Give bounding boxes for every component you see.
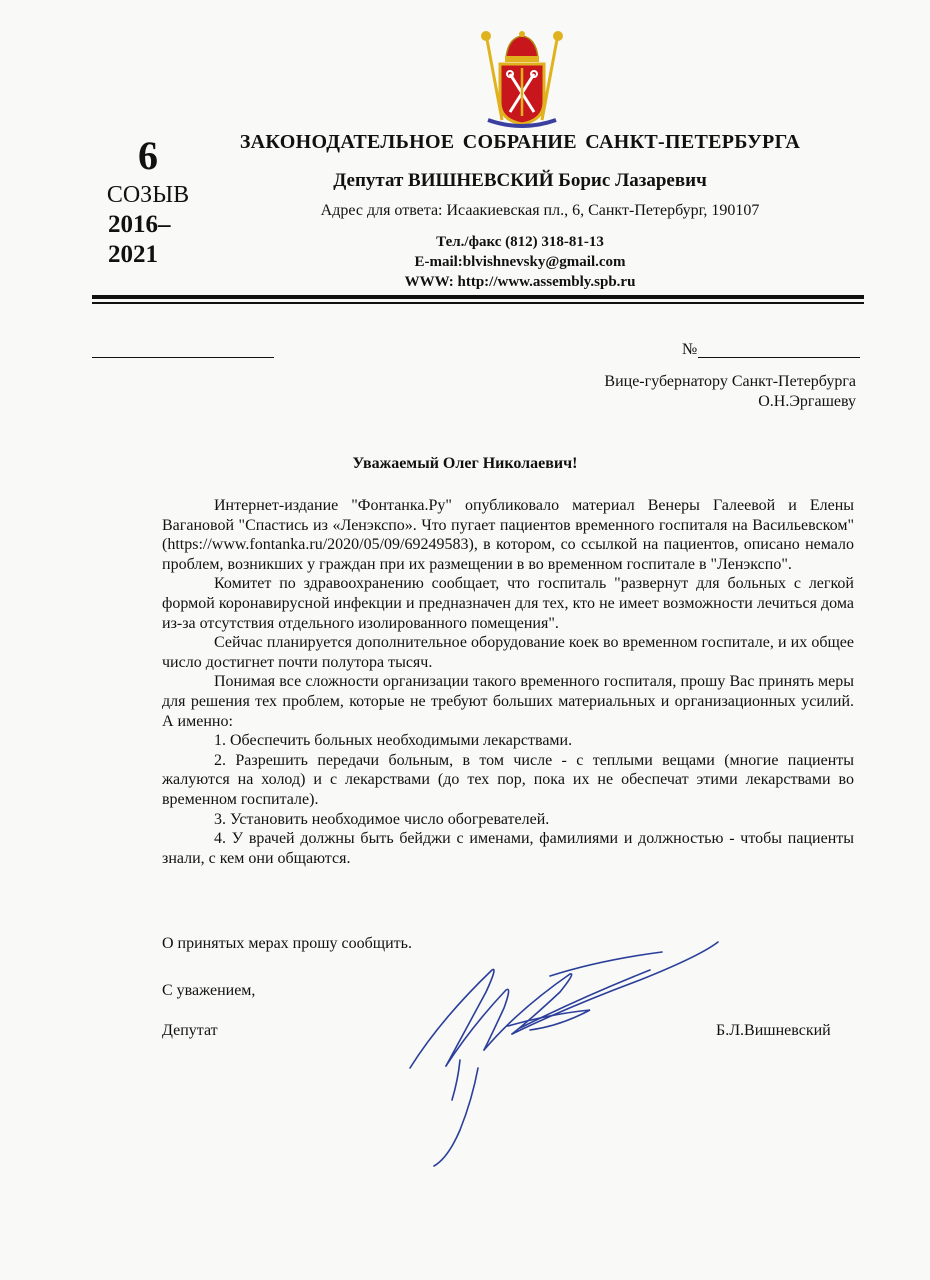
request-item: 3. Установить необходимое число обогревателей. xyxy=(214,810,550,828)
body-paragraph: Понимая все сложности организации такого временного госпиталя, прошу Вас принять меры для решения тех проблем, которые не требуют больших материальных и организационных усилий. А именно: xyxy=(162,673,854,730)
addressee-name: О.Н.Эргашеву xyxy=(758,393,856,410)
website-address: WWW: http://www.assembly.spb.ru xyxy=(404,274,636,290)
request-item: 2. Разрешить передачи больным, в том числе - с теплыми вещами (многие пациенты жалуются на холод) и с лекарствами (до тех пор, пока их не обеспечат этими лекарствами во временном госпитале). xyxy=(162,751,854,808)
salutation: Уважаемый Олег Николаевич! xyxy=(352,455,578,472)
convocation-years-end: 2021 xyxy=(108,241,158,268)
letter-body xyxy=(162,496,854,868)
closing-regards: С уважением, xyxy=(162,982,256,999)
convocation-word: СОЗЫВ xyxy=(106,182,190,208)
contact-block xyxy=(200,232,840,292)
convocation-number: 6 xyxy=(138,133,158,178)
reference-number-blank-line xyxy=(698,357,860,358)
date-blank-line xyxy=(92,357,274,358)
coat-of-arms-emblem xyxy=(472,28,572,132)
header-separator-thick xyxy=(92,295,864,299)
addressee-block xyxy=(604,372,856,412)
assembly-title: ЗАКОНОДАТЕЛЬНОЕ СОБРАНИЕ САНКТ-ПЕТЕРБУРГА xyxy=(239,131,801,153)
request-item: 4. У врачей должны быть бейджи с именами, фамилиями и должностью - чтобы пациенты знали, с кем они общаются. xyxy=(162,830,854,867)
convocation-block xyxy=(96,134,200,270)
reply-address: Адрес для ответа: Исаакиевская пл., 6, Санкт-Петербург, 190107 xyxy=(320,202,760,219)
request-item: 1. Обеспечить больных необходимыми лекарствами. xyxy=(214,732,573,750)
convocation-years-start: 2016– xyxy=(108,211,171,238)
signer-role: Депутат xyxy=(162,1022,218,1039)
deputy-name: Депутат ВИШНЕВСКИЙ Борис Лазаревич xyxy=(333,170,707,191)
closing-request: О принятых мерах прошу сообщить. xyxy=(162,935,412,952)
phone-fax: Тел./факс (812) 318-81-13 xyxy=(436,234,604,250)
body-paragraph: Комитет по здравоохранению сообщает, что госпиталь "развернут для больных с легкой формой коронавирусной инфекции и предназначен для тех, кто не имеет возможности лечиться дома из-за отсутствия отдельного изолированного помещения". xyxy=(162,575,854,632)
body-paragraph: Сейчас планируется дополнительное оборудование коек во временном госпитале, и их общее число достигнет почти полутора тысяч. xyxy=(162,634,854,671)
addressee-position: Вице-губернатору Санкт-Петербурга xyxy=(604,373,856,390)
email-address: E-mail:blvishnevsky@gmail.com xyxy=(414,254,626,270)
handwritten-signature xyxy=(400,930,730,1170)
signer-name: Б.Л.Вишневский xyxy=(716,1022,831,1039)
header-separator-thin xyxy=(92,302,864,304)
body-paragraph: Интернет-издание "Фонтанка.Ру" опубликовало материал Венеры Галеевой и Елены Вагановой "Спастись из «Ленэкспо». Что пугает пациентов временного госпиталя на Васильевском" (https://www.fontanka.ru/2020/05/09/69249583), в котором, со ссылкой на пациентов, описано немало проблем, возникших у граждан при их размещении в во временном госпитале в "Ленэкспо". xyxy=(162,497,854,573)
reference-number-sign: № xyxy=(682,341,698,358)
